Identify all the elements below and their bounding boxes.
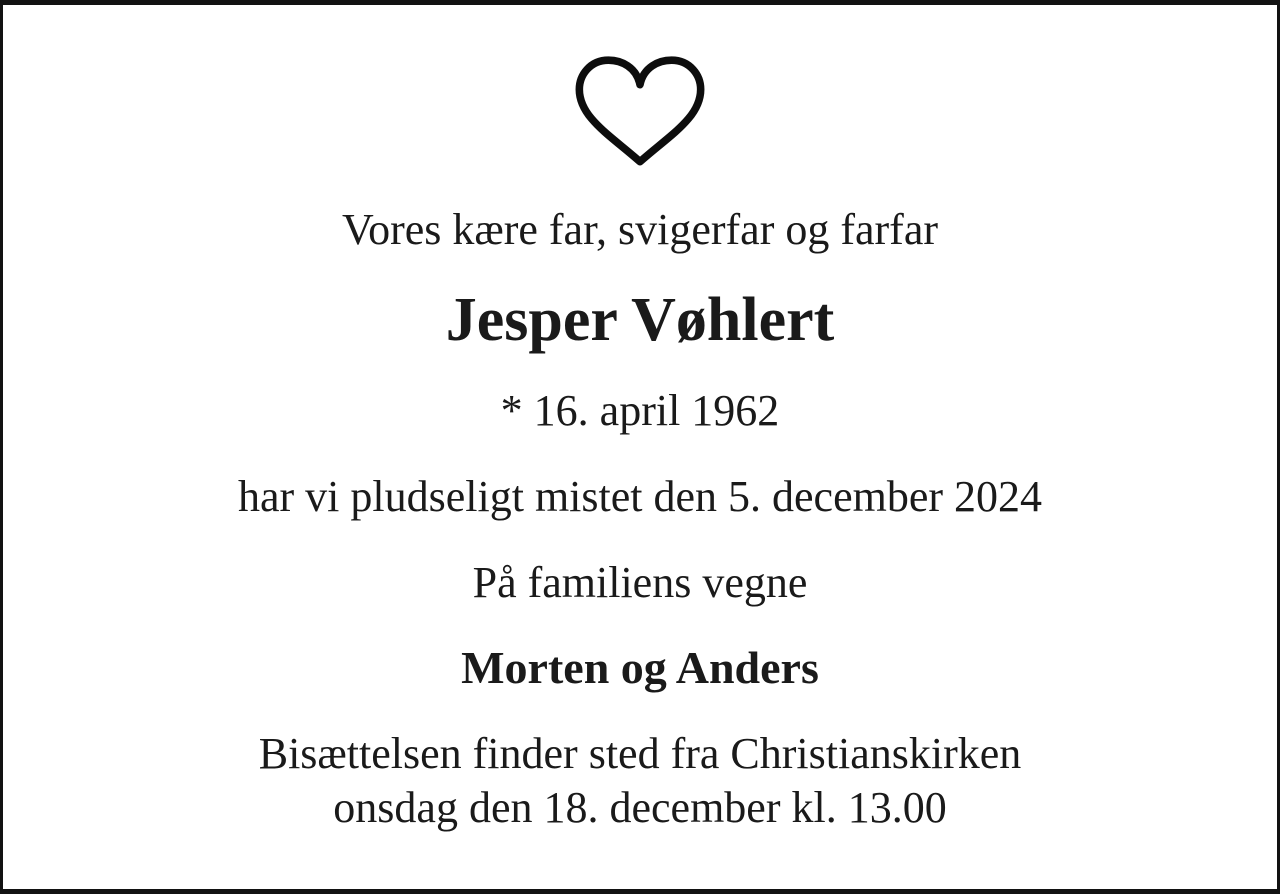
heart-outline-icon (570, 53, 710, 170)
funeral-time-line: onsdag den 18. december kl. 13.00 (333, 782, 947, 832)
deceased-name: Jesper Vøhlert (445, 285, 835, 354)
birth-date-line: * 16. april 1962 (500, 386, 780, 436)
on-behalf-line: På familiens vegne (472, 557, 808, 607)
death-date-line: har vi pludseligt mistet den 5. december 2024 (237, 471, 1043, 521)
intro-relation-line: Vores kære far, svigerfar og farfar (341, 205, 939, 254)
funeral-location-line: Bisættelsen finder sted fra Christianskirken (258, 729, 1022, 779)
funeral-details (259, 727, 1022, 834)
signers-names: Morten og Anders (461, 641, 819, 693)
